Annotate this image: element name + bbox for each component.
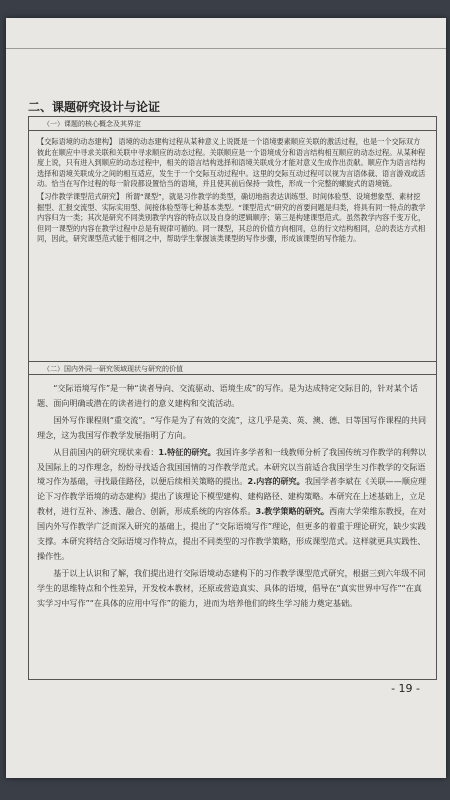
box2-p3-h1: 1.特征的研究。 [158,446,216,457]
box2-p3-t1: 我国许多学者和一线教师分析了我国传统习作教学的利弊以及国际上的习作理念，纷纷寻找适合我国国情的习作教学范式。本研究以当前适合我国学生习作教学的交际语境习作为基础，寻找最佳路径，以便后续相关策略的提出。 [37,446,427,487]
box2-p3-h3: 3.教学策略的研究。 [255,506,330,517]
box1-p2-text: 所谓“课型”，就是习作教学的类型，确切地指表达训练型、时间体验型、设境想象型、素材挖掘型、汇报交流型、实际实用型、间接体验型等七种基本类型。“课型范式”研究的首要问题是归类，将具有同一特点的教学内容归为一类；其次是研究不同类别教学内容的特点以及自身的逻辑顺序；第三是构建课型范式。虽然教学内容千变万化，但同一课型的内容在教学过程中总是有规律可循的。同一课型，其总的价值方向相同，总的行文结构相同，总的表达方式相同，因此，研究课型范式能于相同之中，帮助学生掌握该类课型的写作步骤，形成该课型的写作能力。 [37,191,426,244]
top-rule [6,48,446,49]
box1-p2-title: 【习作教学课型范式研究】 [37,191,124,201]
content-frame [28,116,437,680]
box2-p3 [37,445,427,564]
section-heading: 二、课题研究设计与论证 [28,100,161,114]
box2-p1: “交际语境写作”是一种“读者导向、交流驱动、语境生成”的写作。是为达成特定交际目的，针对某个话题、面向明确或潜在的读者进行的意义建构和交流活动。 [37,383,418,408]
box1-p2 [37,192,427,245]
box2-p4: 基于以上认识和了解，我们提出进行交际语境动态建构下的习作教学课型范式研究，根据三到六年级不同学生的思维特点和个性差异，开发校本教材，还原或营造真实、具体的语境，倡导在“真实世界中写作”“在真实学习中写作”“在具体的应用中写作”的能力，进而为培养他们的终生学习能力奠定基础。 [37,567,426,608]
box1-p1-title: 【交际语境的动态建构】 [37,137,117,146]
box1-header: （一）课题的核心概念及其界定 [29,117,436,131]
box1-p1-text: 语境的动态建构过程从某种意义上说既是一个语境要素顺应关联的激活过程，也是一个交际双方彼此在顺应中寻求关联和关联中寻求顺应的动态过程。关联顺应是一个语境成分和语言结构相互顺应的动态过程。从某种程度上说，只有进入到顺应的动态过程中，相关的语言结构选择和语境关联成分才能对意义生成作出贡献。顺应作为语言结构选择和语境关联成分之间的相互适应，发生于一个交际互动过程中。这里的交际互动过程可以视为言语体裁、语言游戏或活动。恰当在写作过程的每一阶段都设置恰当的语境，并且使其前后保持一致性，形成一个完整的螺旋式的语境链。 [37,137,426,189]
box2-header: （二）国内外同一研究领域现状与研究的价值 [29,361,436,375]
box2-p3-lead: 从目前国内的研究现状来看： [53,446,159,457]
box2-p3-t3: 西南大学荣维东教授，在对国内外写作教学广泛而深入研究的基础上，提出了“交际语境写作”理论，但更多的着重于理论研究，缺少实践支撑。本研究将结合交际语境习作特点，提出不同类型的习作教学策略，形成课型范式。这样就更具实践性、操作性。 [37,506,427,561]
box1-p1 [37,137,427,190]
box1-text [37,137,427,247]
box2-p2: 国外写作课程则“重交流”。“写作是为了有效的交流”，这几乎是美、英、澳、德、日等国写作课程的共同理念，这为我国写作教学发展指明了方向。 [37,414,427,440]
box2-p3-t2: 我国学者李斌在《关联——顺应理论下习作教学语境的动态建构》提出了该理论下模型建构、建构路径、建构策略。本研究在上述基础上，立足教材，进行互补、渗透、融合、创新，形成系统的内容体系。 [37,476,427,517]
page-number: - 19 - [391,682,420,695]
box2-text [37,381,427,613]
document-page [6,18,446,778]
box2-p3-h2: 2.内容的研究。 [247,476,305,487]
